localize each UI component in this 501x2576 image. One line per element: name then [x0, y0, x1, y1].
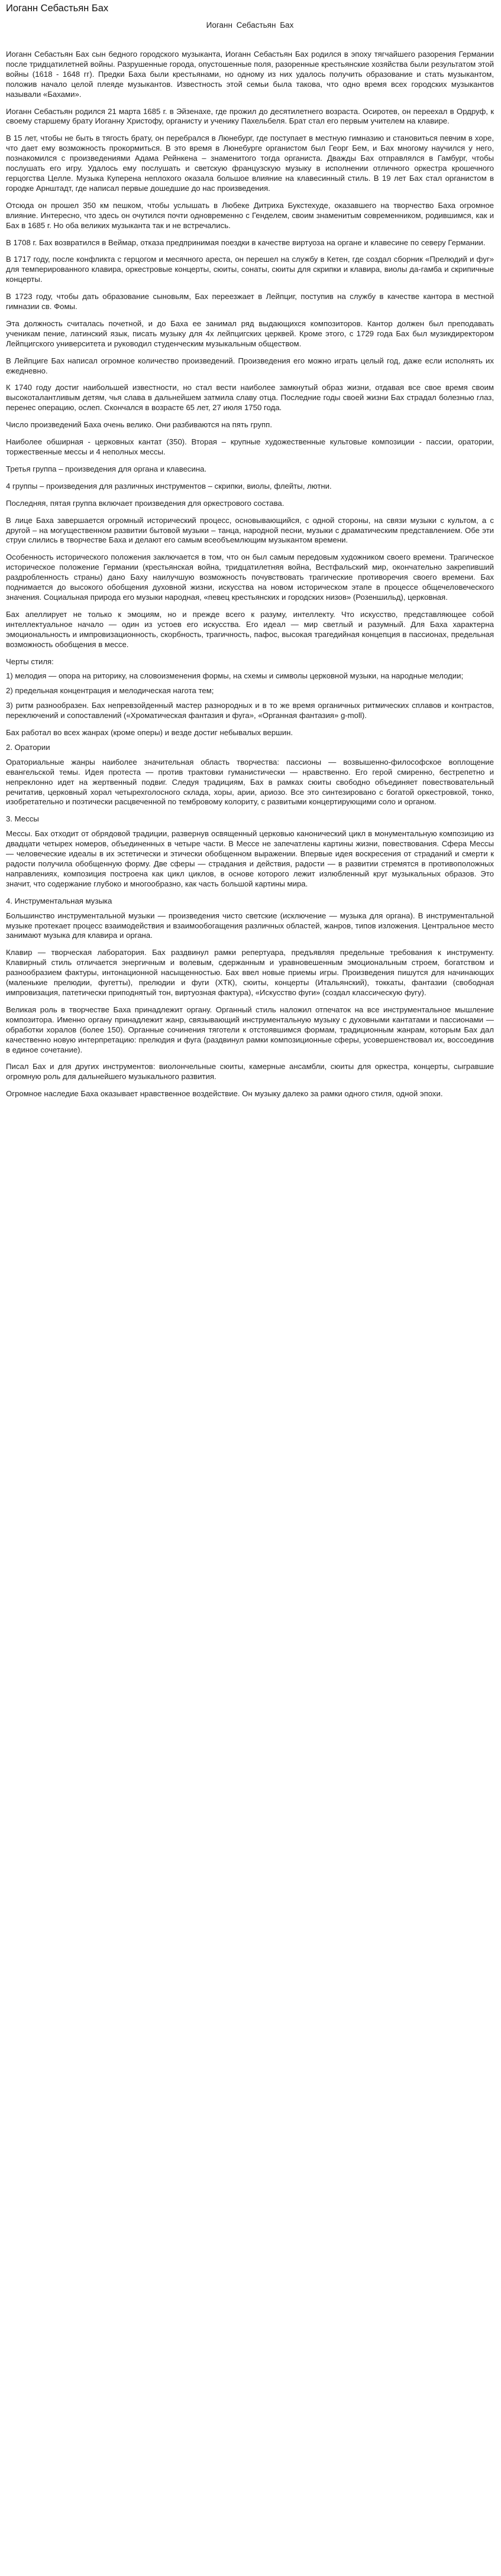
paragraph: Великая роль в творчестве Баха принадлежит органу. Органный стиль наложил отпечаток на все инструментальное мышление композитора. Именно органу принадлежит жанр, связывающий инструментальную музыку с духовными кантатами и пассионами — обработки хоралов (более 150). Органные сочинения тяготели к отстоявшимся формам, традиционным жанрам, которым Бах дал качественно новую интерпретацию: прелюдия и фуга (раздвинул рамки композиционные сферы, усовершенствовал их, воссоединив в единое сочетание). [6, 1005, 494, 1054]
paragraph: Наиболее обширная - церковных кантат (350). Вторая – крупные художественные культовые композиции - пассии, оратории, торжественные мессы и 4 неполных мессы. [6, 437, 494, 456]
document-page [0, 2, 501, 1099]
paragraph: В 15 лет, чтобы не быть в тягость брату, он перебрался в Люнебург, где поступает в местную гимназию и становиться певчим в хоре, что дает ему возможность прокормиться. В это время в Люнебурге органистом был Георг Бем, и Бах многому научился у него, познакомился с произведениями Адама Рейнкена – знаменитого тогда органиста. Дважды Бах отправлялся в Гамбург, чтобы послушать его игру. Удалось ему послушать и светскую французскую музыку в исполнении отличного оркестра крошечного герцогства Целле. Музыка Куперена неплохого оказала большое влияние на клавесинный стиль. В 19 лет Бах стал органистом в городке Арнштадт, где написал первые дошедшие до нас произведения. [6, 134, 494, 193]
section-heading: 3. Мессы [6, 814, 39, 824]
list-item: 1) мелодия — опора на риторику, на словоизменения формы, на схемы и символы церковной музыки, на народные мелодии; [6, 671, 464, 681]
paragraph: Бах работал во всех жанрах (кроме оперы) и везде достиг небывалых вершин. [6, 728, 293, 738]
paragraph: К 1740 году достиг наибольшей известности, но стал вести наиболее замкнутый образ жизни, отдавая все свое время своим высокоталантливым детям, чья слава в дальнейшем затмила славу отца. Последние годы своей жизни Бах страдал болезнью глаз, перенес операцию, ослеп. Скончался в возрасте 65 лет, 27 июля 1750 года. [6, 383, 494, 412]
paragraph: Ораториальные жанры наиболее значительная область творчества: пассионы — возвышенно-философское воплощение евангельской темы. Идея протеста — против трактовки гуманистически — нравственно. Его герой смиренно, бестрепетно и непреклонно идет на жертвенный подвиг. Следуя традициям, Бах в рамках сюиты свободно объединяет повествовательный речитатив, церковный хорал четырехголосного склада, хоры, арии, ариозо. Все это синтезировано с богатой оркестровкой, тонко, изобретательно и поэтически расцвеченной по тембровому колориту, с развитыми концертирующими соло и органом. [6, 757, 494, 807]
page-title: Иоганн Себастьян Бах [6, 3, 109, 14]
paragraph: В лице Баха завершается огромный исторический процесс, основывающийся, с одной стороны, на связи музыки с культом, а с другой – на могущественном развитии бытовой музыки – танца, народной песни, музыки с драматическим представлением. Обе эти струи слились в творчестве Баха и делают его самым всеобъемлющим музыкантом времени. [6, 515, 494, 545]
paragraph: В 1717 году, после конфликта с герцогом и месячного ареста, он перешел на службу в Кетен, где создал сборник «Прелюдий и фуг» для темперированного клавира, оркестровые концерты, сюиты, сонаты, сюиты для скрипки и клавира, виолы да-гамба и скрипичные концерты. [6, 255, 494, 284]
paragraph: Последняя, пятая группа включает произведения для оркестрового состава. [6, 498, 285, 508]
paragraph: Эта должность считалась почетной, и до Баха ее занимал ряд выдающихся композиторов. Кантор должен был преподавать ученикам пение, латинский язык, писать музыку для 4х лейпцигских церквей. Кроме этого, с 1729 года Бах был музикдиректором Лейпцигского университета и руководил студенческим музыкальным обществом. [6, 319, 494, 348]
paragraph: В Лейпциге Бах написал огромное количество произведений. Произведения его можно играть целый год, даже если исполнять их ежедневно. [6, 356, 494, 375]
paragraph: Писал Бах и для других инструментов: виолончельные сюиты, камерные ансамбли, сюиты для оркестра, концерты, сыгравшие огромную роль для дальнейшего музыкального развития. [6, 1062, 494, 1081]
paragraph: Большинство инструментальной музыки — произведения чисто светские (исключение — музыка для органа). В инструментальной музыке протекает процесс взаимодействия и взаимообогащения различных областей, жанров, типов изложения. Центральное место занимают музыка для клавира и органа. [6, 911, 494, 940]
paragraph: В 1723 году, чтобы дать образование сыновьям, Бах переезжает в Лейпциг, поступив на службу в качестве кантора в местной гимназии св. Фомы. [6, 292, 494, 311]
paragraph: Число произведений Баха очень велико. Они разбиваются на пять групп. [6, 420, 272, 430]
page-subtitle: Иоганн Себастьян Бах [206, 21, 294, 30]
section-heading: 2. Оратории [6, 742, 50, 752]
list-item: 3) ритм разнообразен. Бах непревзойденный мастер разнородных и в то же время органичных ритмических сплавов и контрастов, переключений и сопоставлений («Хроматическая фантазия и фуга», «Органная фантазия» g-moll). [6, 701, 494, 720]
paragraph: Мессы. Бах отходит от обрядовой традиции, развернув освященный церковью канонический цикл в монументальную композицию из двадцати четырех номеров, объединенных в четыре части. В Мессе не запечатлены картины жизни, повествования. Сфера Мессы — человеческие идеалы в их эстетически и этически обобщенном выражении. Впервые идея воскресения от страданий и смерти к радости получила обобщенную форму. Две сферы — страдания и действия, радости — в развитии стремятся в противоположных направлениях, композиция построена как цикл циклов, в основе которого лежит излюбленный круг музыкальных образов. Это значит, что содержание глубоко и многообразно, как часть большой картины мира. [6, 829, 494, 888]
paragraph: Клавир — творческая лаборатория. Бах раздвинул рамки репертуара, предъявляя предельные требования к инструменту. Клавирный стиль отличается энергичным и волевым, сдержанным и уравновешенным эмоциональным строем, богатством и разнообразием фактуры, интонационной насыщенностью. Бах ввел новые приемы игры. Произведения пишутся для начинающих (маленькие прелюдии, фугетты), прелюдии и фуги (ХТК), сюиты, концерты (Итальянский), токкаты, фантазии (свободная импровизация, патетически приподнятый тон, виртуозная фактура), «Искусство фуги» (создал классическую фугу). [6, 948, 494, 997]
paragraph: Иоганн Себастьян Бах сын бедного городского музыканта, Иоганн Себастьян Бах родился в эпоху тягчайшего разорения Германии после тридцатилетней войны. Разрушенные города, опустошенные поля, разоренные крестьянские хозяйства были результатом этой войны (1618 - 1648 гг). Предки Баха были крестьянами, но одному из них удалось получить образование и стать музыкантом, положив начало целой плеяде музыкантов. Известность этой семьи была такова, что одно время всех городских музыкантов называли «Бахами». [6, 50, 494, 99]
paragraph: 4 группы – произведения для различных инструментов – скрипки, виолы, флейты, лютни. [6, 481, 332, 490]
list-item: 2) предельная концентрация и мелодическая нагота тем; [6, 686, 214, 696]
paragraph: Особенность исторического положения заключается в том, что он был самым передовым художником своего времени. Трагическое историческое положение Германии (крестьянская война, тридцатилетняя война, Вестфальский мир, окончательно закрепивший раздробленность страны) дано Баху наилучшую возможность почувствовать трагические противоречия своего времени. Бах поднимается до высокого обобщения духовной жизни, искусства на новом историческом этапе в процессе общечеловеческого значения. Социальная природа его музыки народная, «певец крестьянских и городских низов» (Розеншильд), церковная. [6, 553, 494, 602]
paragraph: Иоганн Себастьян родился 21 марта 1685 г. в Эйзенахе, где прожил до десятилетнего возраста. Осиротев, он переехал в Ордруф, к своему старшему брату Иоганну Христофу, органисту и ученику Пахельбеля. Брат стал его первым учителем на клавире. [6, 106, 494, 126]
paragraph: Огромное наследие Баха оказывает нравственное воздействие. Он музыку далеко за рамки одного стиля, одной эпохи. [6, 1089, 443, 1099]
article-body [6, 50, 494, 1099]
section-heading: 4. Инструментальная музыка [6, 896, 112, 905]
section-heading: Черты стиля: [6, 657, 54, 666]
paragraph: Третья группа – произведения для органа и клавесина. [6, 464, 207, 473]
paragraph: Отсюда он прошел 350 км пешком, чтобы услышать в Любеке Дитриха Букстехуде, оказавшего на творчество Баха огромное влияние. Интересно, что здесь он очутился почти одновременно с Генделем, своим знаменитым современником, родившимся, как и Бах в 1685 г. Но оба великих музыканта так и не встречались. [6, 200, 494, 230]
paragraph: Бах апеллирует не только к эмоциям, но и прежде всего к разуму, интеллекту. Что искусство, представляющее собой интеллектуальное начало — один из устоев его искусства. Его идеал — мир светлый и разумный. Для Баха характерна эмоциональность и импровизационность, скорбность, трагичность, пафос, высокая трагедийная концепция в пассионах, предельная возможность обобщения в мессе. [6, 609, 494, 649]
paragraph: В 1708 г. Бах возвратился в Веймар, отказа предпринимая поездки в качестве виртуоза на органе и клавесине по северу Германии. [6, 238, 486, 247]
